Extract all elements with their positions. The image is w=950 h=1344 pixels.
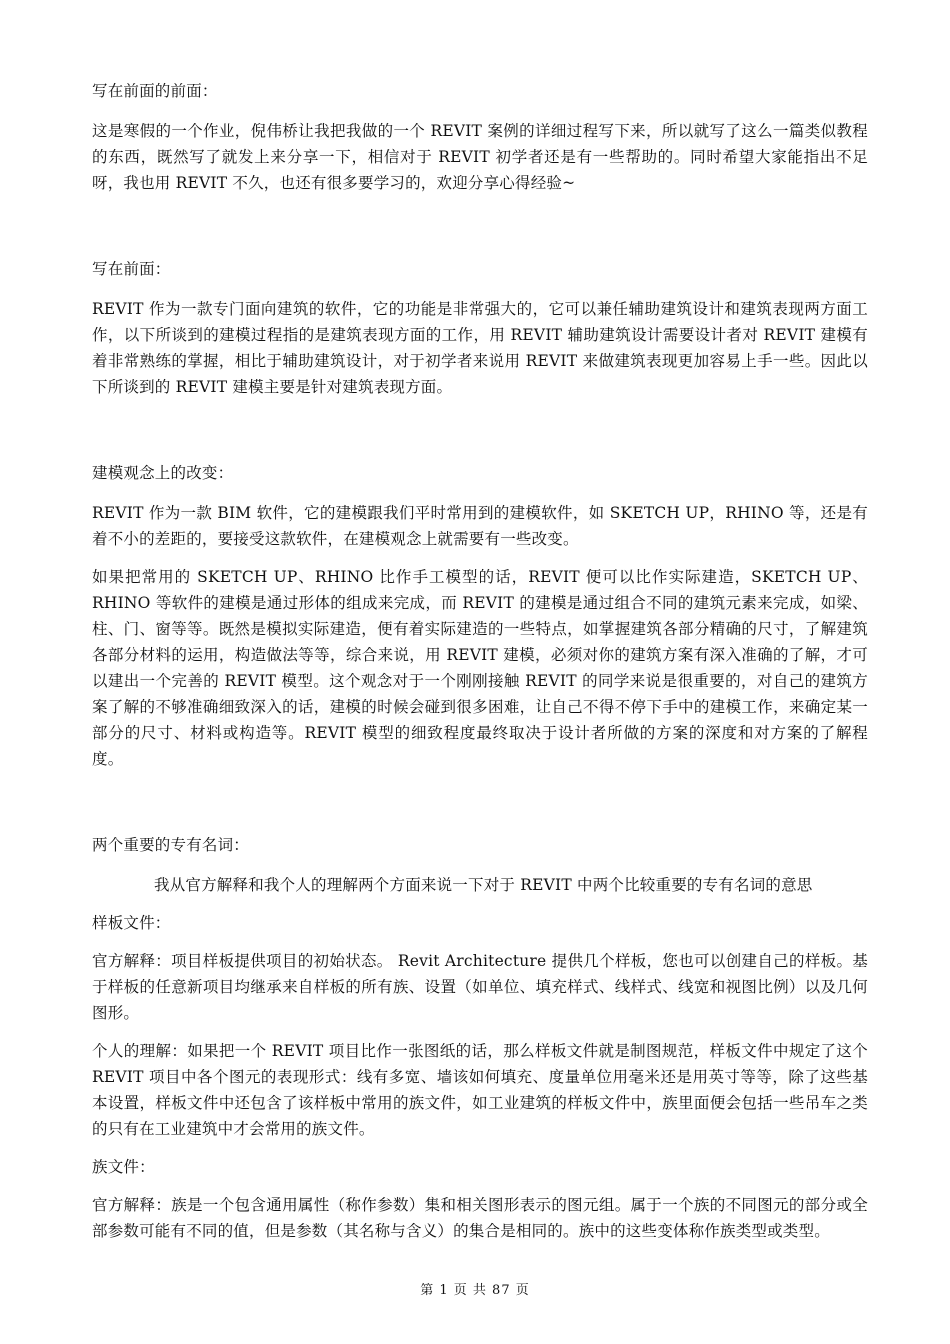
page-number-footer: 第 1 页 共 87 页 bbox=[420, 1283, 530, 1298]
section-heading-modeling-concept: 建模观念上的改变： bbox=[92, 464, 234, 482]
spacer bbox=[92, 208, 868, 256]
paragraph: 如果把常用的 SKETCH UP、RHINO 比作手工模型的话，REVIT 便可以比作实际建造，SKETCH UP、RHINO 等软件的建模是通过形体的组成来完成，而 REVIT 的建模是通过组合不同的建筑元素来完成，如梁、柱、门、窗等等。既然是模拟实际建造，便有着实际建造的一些特点，如掌握建筑各部分精确的尺寸，了解建筑各部分材料的运用，构造做法等等，综合来说，用 REVIT 建模，必须对你的建筑方案有深入准确的了解，才可以建出一个完善的 REVIT 模型。这个观念对于一个刚刚接触 REVIT 的同学来说是很重要的，对自己的建筑方案了解的不够准确细致深入的话，建模的时候会碰到很多困难，让自己不得不停下手中的建模工作，来确定某一部分的尺寸、材料或构造等。REVIT 模型的细致程度最终取决于设计者所做的方案的深度和对方案的了解程度。 bbox=[92, 568, 868, 768]
spacer bbox=[92, 784, 868, 832]
term-label-family: 族文件： bbox=[92, 1158, 155, 1176]
paragraph: REVIT 作为一款 BIM 软件，它的建模跟我们平时常用到的建模软件，如 SKETCH UP，RHINO 等，还是有着不小的差距的，要接受这款软件，在建模观念上就需要有一些改变。 bbox=[92, 504, 868, 548]
term-official-template: 官方解释：项目样板提供项目的初始状态。 Revit Architecture 提供几个样板，您也可以创建自己的样板。基于样板的任意新项目均继承来自样板的所有族、设置（如单位、填充样式、线样式、线宽和视图比例）以及几何图形。 bbox=[92, 952, 868, 1022]
section-heading-terms: 两个重要的专有名词： bbox=[92, 836, 250, 854]
paragraph: 这是寒假的一个作业，倪伟桥让我把我做的一个 REVIT 案例的详细过程写下来，所以就写了这么一篇类似教程的东西，既然写了就发上来分享一下，相信对于 REVIT 初学者还是有一些帮助的。同时希望大家能指出不足呀，我也用 REVIT 不久，也还有很多要学习的，欢迎分享心得经验~ bbox=[92, 122, 868, 192]
document-page bbox=[92, 78, 868, 1256]
section-heading-preface: 写在前面： bbox=[92, 260, 171, 278]
term-personal-template: 个人的理解：如果把一个 REVIT 项目比作一张图纸的话，那么样板文件就是制图规范，样板文件中规定了这个 REVIT 项目中各个图元的表现形式：线有多宽、墙该如何填充、度量单位用毫米还是用英寸等等，除了这些基本设置，样板文件中还包含了该样板中常用的族文件，如工业建筑的样板文件中，族里面便会包括一些吊车之类的只有在工业建筑中才会常用的族文件。 bbox=[92, 1042, 868, 1138]
paragraph: REVIT 作为一款专门面向建筑的软件，它的功能是非常强大的，它可以兼任辅助建筑设计和建筑表现两方面工作，以下所谈到的建模过程指的是建筑表现方面的工作，用 REVIT 辅助建筑设计需要设计者对 REVIT 建模有着非常熟练的掌握，相比于辅助建筑设计，对于初学者来说用 REVIT 来做建筑表现更加容易上手一些。因此以下所谈到的 REVIT 建模主要是针对建筑表现方面。 bbox=[92, 300, 868, 396]
term-label-template: 样板文件： bbox=[92, 914, 171, 932]
section-heading-preface-before: 写在前面的前面： bbox=[92, 82, 218, 100]
spacer bbox=[92, 412, 868, 460]
terms-intro: 我从官方解释和我个人的理解两个方面来说一下对于 REVIT 中两个比较重要的专有名词的意思 bbox=[154, 876, 813, 894]
term-official-family: 官方解释：族是一个包含通用属性（称作参数）集和相关图形表示的图元组。属于一个族的不同图元的部分或全部参数可能有不同的值，但是参数（其名称与含义）的集合是相同的。族中的这些变体称作族类型或类型。 bbox=[92, 1196, 868, 1240]
